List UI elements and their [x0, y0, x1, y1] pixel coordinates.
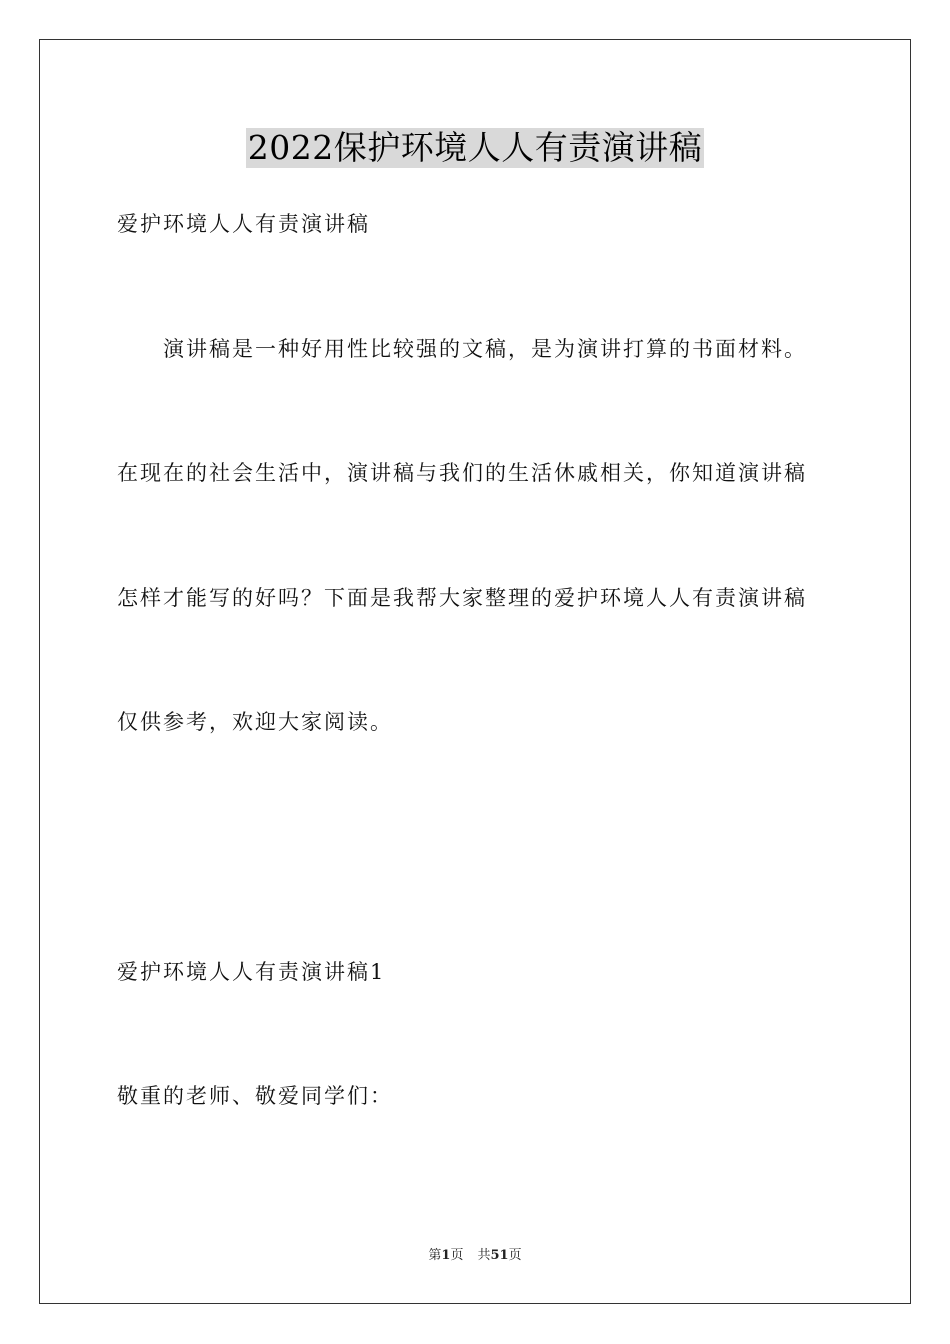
footer-page-suffix: 页 — [450, 1248, 464, 1263]
document-subtitle: 爱护环境人人有责演讲稿 — [117, 212, 370, 236]
page-footer — [0, 1247, 950, 1265]
footer-total-suffix: 页 — [508, 1248, 522, 1263]
footer-total-prefix: 共 — [477, 1248, 491, 1263]
footer-page-number: 1 — [441, 1248, 451, 1263]
paragraph-line-2: 在现在的社会生活中，演讲稿与我们的生活休戚相关，你知道演讲稿 — [117, 461, 807, 485]
paragraph-line-1: 演讲稿是一种好用性比较强的文稿，是为演讲打算的书面材料。 — [163, 337, 807, 361]
footer-page-prefix: 第 — [428, 1248, 442, 1263]
section-heading: 爱护环境人人有责演讲稿1 — [117, 960, 386, 984]
paragraph-line-3: 怎样才能写的好吗？下面是我帮大家整理的爱护环境人人有责演讲稿 — [117, 586, 807, 610]
paragraph-line-4: 仅供参考，欢迎大家阅读。 — [117, 710, 393, 734]
title-container — [0, 128, 950, 168]
document-title: 2022保护环境人人有责演讲稿 — [247, 128, 703, 167]
salutation: 敬重的老师、敬爱同学们： — [117, 1084, 393, 1108]
footer-total-pages: 51 — [490, 1248, 509, 1263]
